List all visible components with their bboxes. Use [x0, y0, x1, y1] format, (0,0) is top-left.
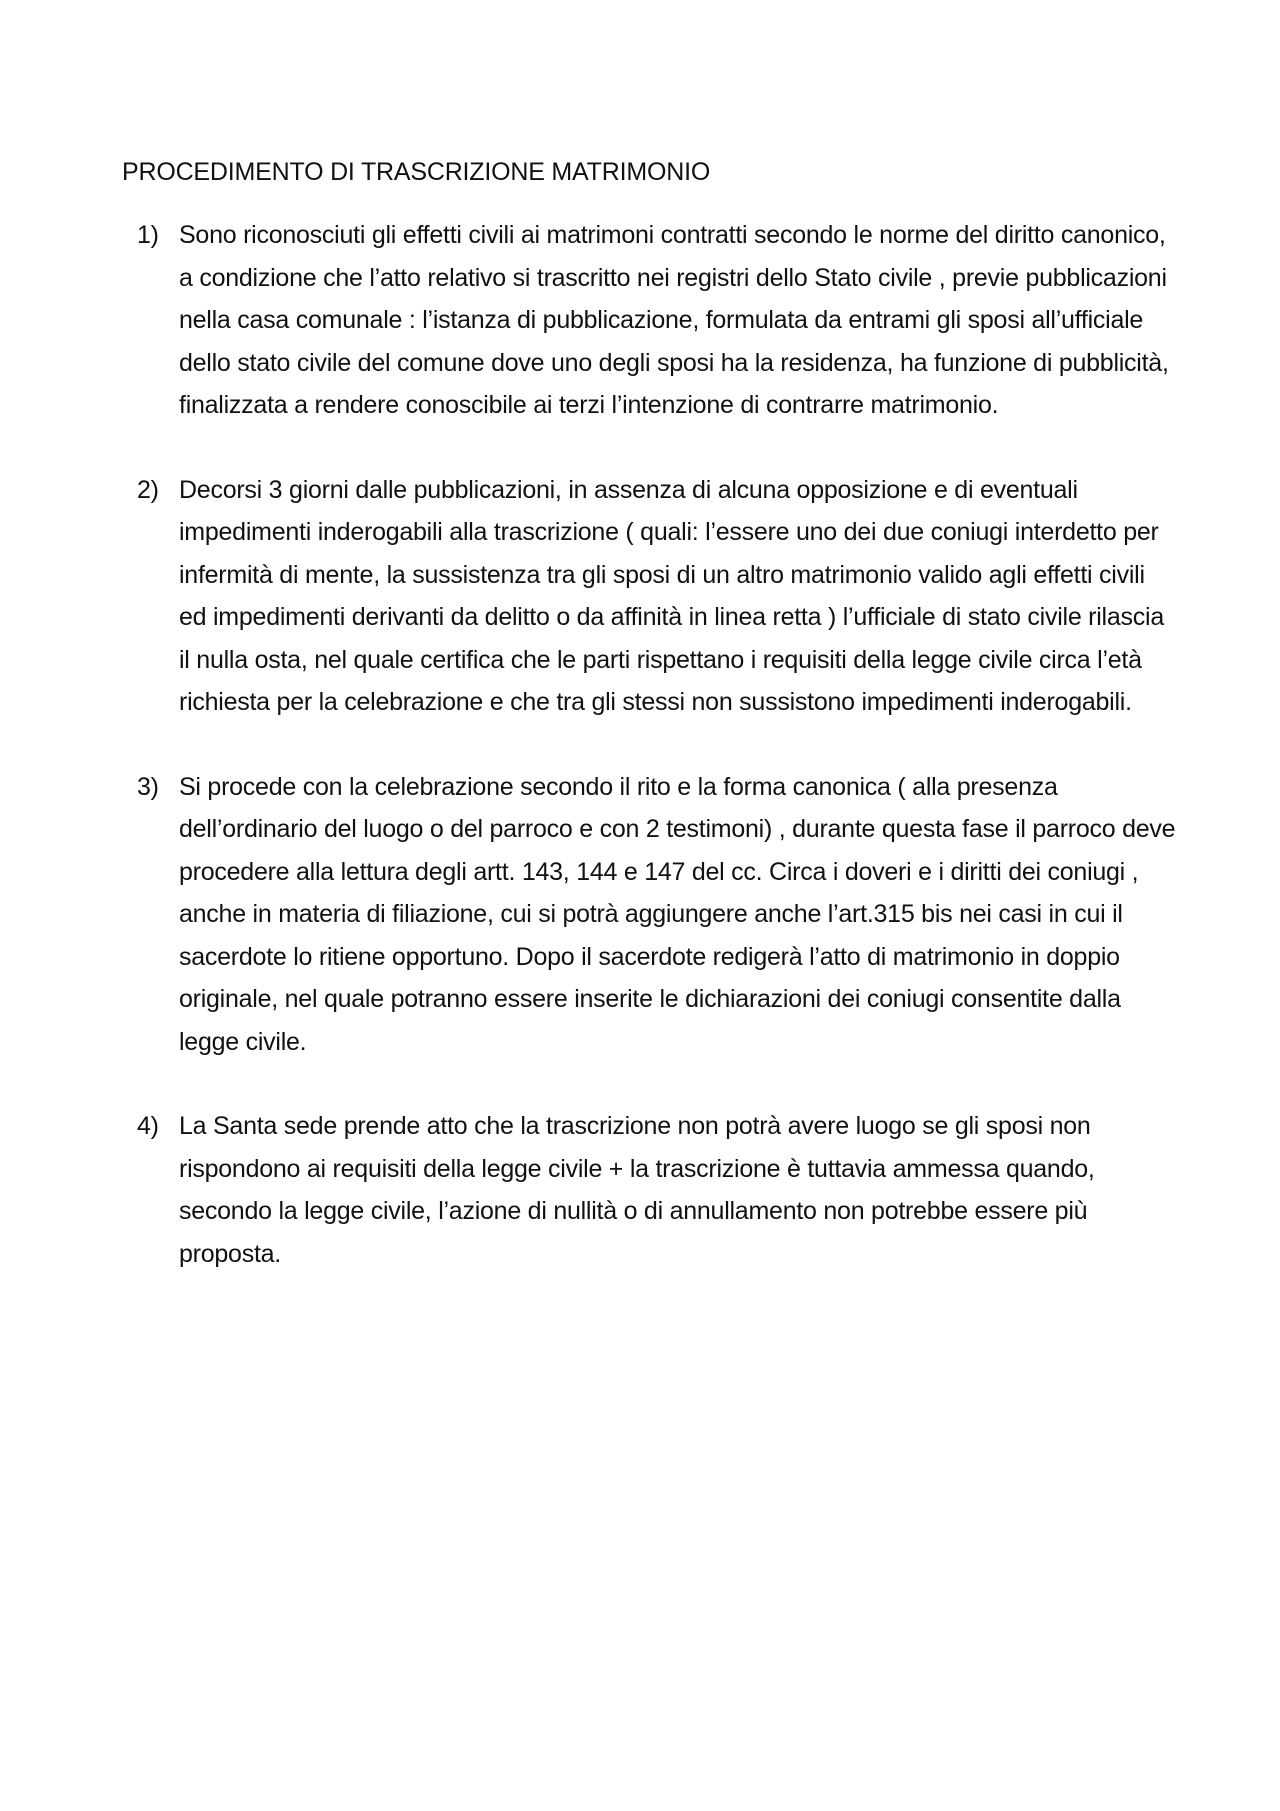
item-number: 4)	[137, 1112, 159, 1140]
item-number: 2)	[137, 475, 159, 504]
item-text: Decorsi 3 giorni dalle pubblicazioni, in assenza di alcuna opposizione e di eventuali impedimenti inderogabili alla trascrizione ( quali: l’essere uno dei due coniugi interdetto per infermità di mente, la sussistenza tra gli sposi di un altro matrimonio valido agli effetti civili ed impedimenti derivanti da delitto o da affinità in linea retta ) l’ufficiale di stato civile rilascia il nulla osta, nel quale certifica che le parti rispettano i requisiti della legge civile circa l’età richiesta per la celebrazione e che tra gli stessi non sussistono impedimenti inderogabili.	[179, 475, 1164, 716]
item-number: 3)	[137, 772, 159, 801]
item-number: 1)	[137, 221, 159, 249]
list-item	[137, 214, 1177, 427]
item-text: Si procede con la celebrazione secondo il rito e la forma canonica ( alla presenza dell’ordinario del luogo o del parroco e con 2 testimoni) , durante questa fase il parroco deve procedere alla lettura degli artt. 143, 144 e 147 del cc. Circa i doveri e i diritti dei coniugi , anche in materia di filiazione, cui si potrà aggiungere anche l’art.315 bis nei casi in cui il sacerdote lo ritiene opportuno. Dopo il sacerdote redigerà l’atto di matrimonio in doppio originale, nel quale potranno essere inserite le dichiarazioni dei coniugi consentite dalla legge civile.	[179, 772, 1176, 1056]
list-item	[137, 1105, 1177, 1275]
list-item	[137, 469, 1177, 724]
numbered-list	[137, 214, 1177, 1317]
list-item	[137, 766, 1177, 1064]
item-text: La Santa sede prende atto che la trascrizione non potrà avere luogo se gli sposi non rispondono ai requisiti della legge civile + la trascrizione è tuttavia ammessa quando, secondo la legge civile, l’azione di nullità o di annullamento non potrebbe essere più proposta.	[179, 1112, 1095, 1268]
item-text: Sono riconosciuti gli effetti civili ai matrimoni contratti secondo le norme del diritto canonico, a condizione che l’atto relativo si trascritto nei registri dello Stato civile , previe pubblicazioni nella casa comunale : l’istanza di pubblicazione, formulata da entrami gli sposi all’ufficiale dello stato civile del comune dove uno degli sposi ha la residenza, ha funzione di pubblicità, finalizzata a rendere conoscibile ai terzi l’intenzione di contrarre matrimonio.	[179, 221, 1169, 419]
document-title: PROCEDIMENTO DI TRASCRIZIONE MATRIMONIO	[122, 158, 711, 186]
